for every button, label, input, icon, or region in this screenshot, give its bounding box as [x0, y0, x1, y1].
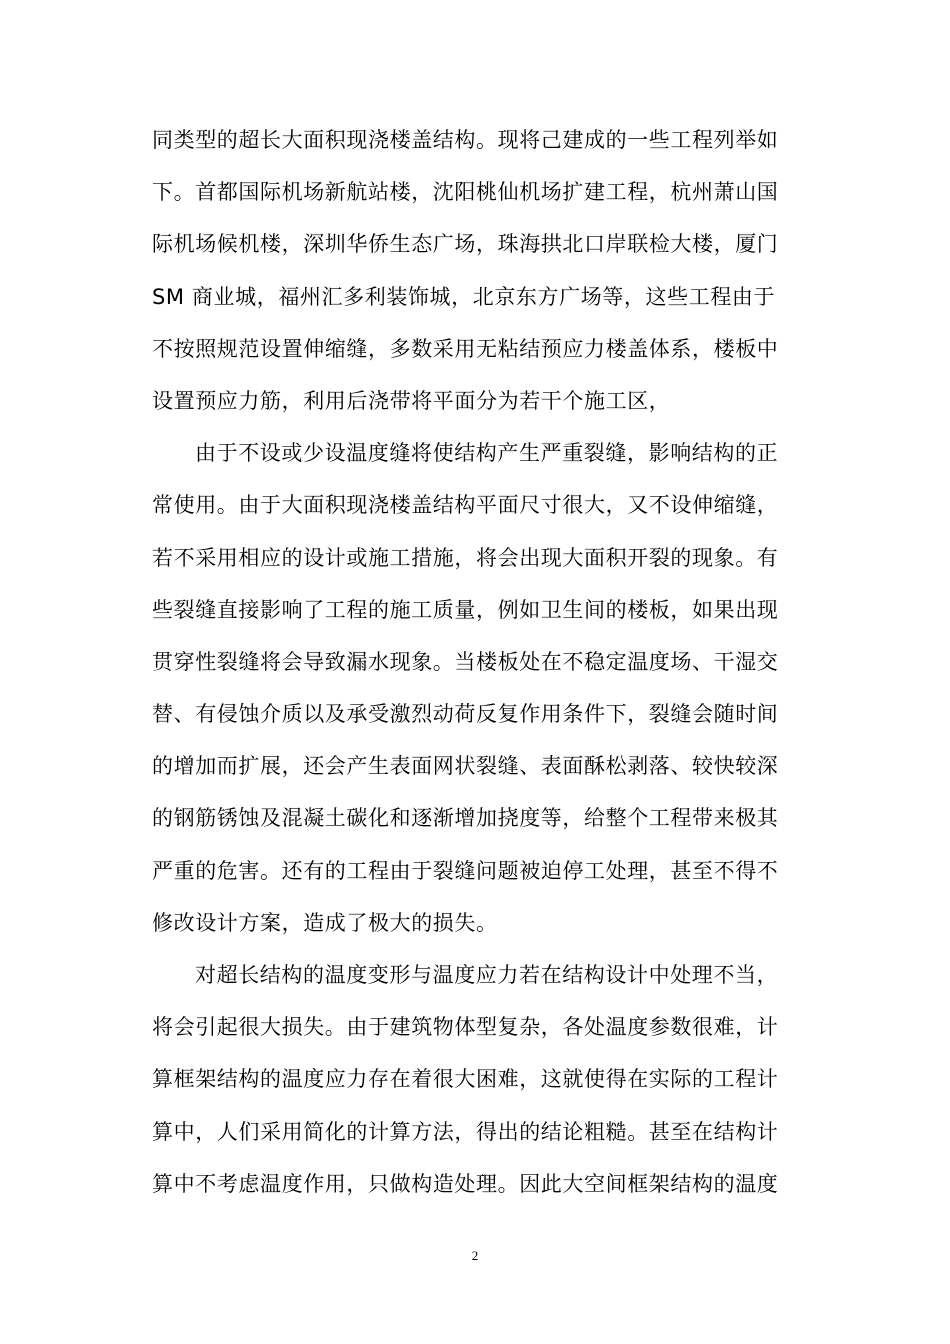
paragraph-first-line: 由于不设或少设温度缝将使结构产生严重裂缝，影响结构的正 — [195, 441, 779, 466]
text-line: SM 商业城，福州汇多利装饰城，北京东方广场等，这些工程由于 — [152, 284, 776, 309]
text-line: 的钢筋锈蚀及混凝土碳化和逐渐增加挠度等，给整个工程带来极其 — [152, 806, 779, 831]
text-line: 常使用。由于大面积现浇楼盖结构平面尺寸很大，又不设伸缩缝， — [152, 493, 779, 518]
text-line: 同类型的超长大面积现浇楼盖结构。现将己建成的一些工程列举如 — [152, 128, 779, 152]
text-line: 设置预应力筋，利用后浇带将平面分为若干个施工区， — [152, 388, 671, 413]
text-line: 算中，人们采用简化的计算方法，得出的结论粗糙。甚至在结构计 — [152, 1119, 779, 1144]
text-line: 贯穿性裂缝将会导致漏水现象。当楼板处在不稳定温度场、干湿交 — [152, 649, 779, 674]
text-line: 际机场候机楼，深圳华侨生态广场，珠海拱北口岸联检大楼，厦门 — [152, 232, 779, 257]
text-line: 算框架结构的温度应力存在着很大困难，这就使得在实际的工程计 — [152, 1067, 779, 1092]
text-line: 替、有侵蚀介质以及承受激烈动荷反复作用条件下，裂缝会随时间 — [152, 702, 779, 727]
text-line: 的增加而扩展，还会产生表面网状裂缝、表面酥松剥落、较快较深 — [152, 754, 779, 779]
body-text — [152, 114, 806, 1210]
text-line: 下。首都国际机场新航站楼，沈阳桃仙机场扩建工程，杭州萧山国 — [152, 180, 779, 205]
text-line: 严重的危害。还有的工程由于裂缝问题被迫停工处理，甚至不得不 — [152, 858, 779, 883]
page-number: 2 — [471, 1248, 479, 1263]
text-line: 若不采用相应的设计或施工措施，将会出现大面积开裂的现象。有 — [152, 545, 779, 570]
text-line: 将会引起很大损失。由于建筑物体型复杂，各处温度参数很难，计 — [152, 1015, 779, 1040]
text-line: 修改设计方案，造成了极大的损失。 — [152, 910, 498, 935]
text-line: 算中不考虑温度作用，只做构造处理。因此大空间框架结构的温度 — [152, 1171, 779, 1196]
paragraph-first-line: 对超长结构的温度变形与温度应力若在结构设计中处理不当， — [195, 963, 779, 987]
text-line: 些裂缝直接影响了工程的施工质量，例如卫生间的楼板，如果出现 — [152, 597, 779, 622]
text-line: 不按照规范设置伸缩缝，多数采用无粘结预应力楼盖体系，楼板中 — [152, 336, 779, 361]
